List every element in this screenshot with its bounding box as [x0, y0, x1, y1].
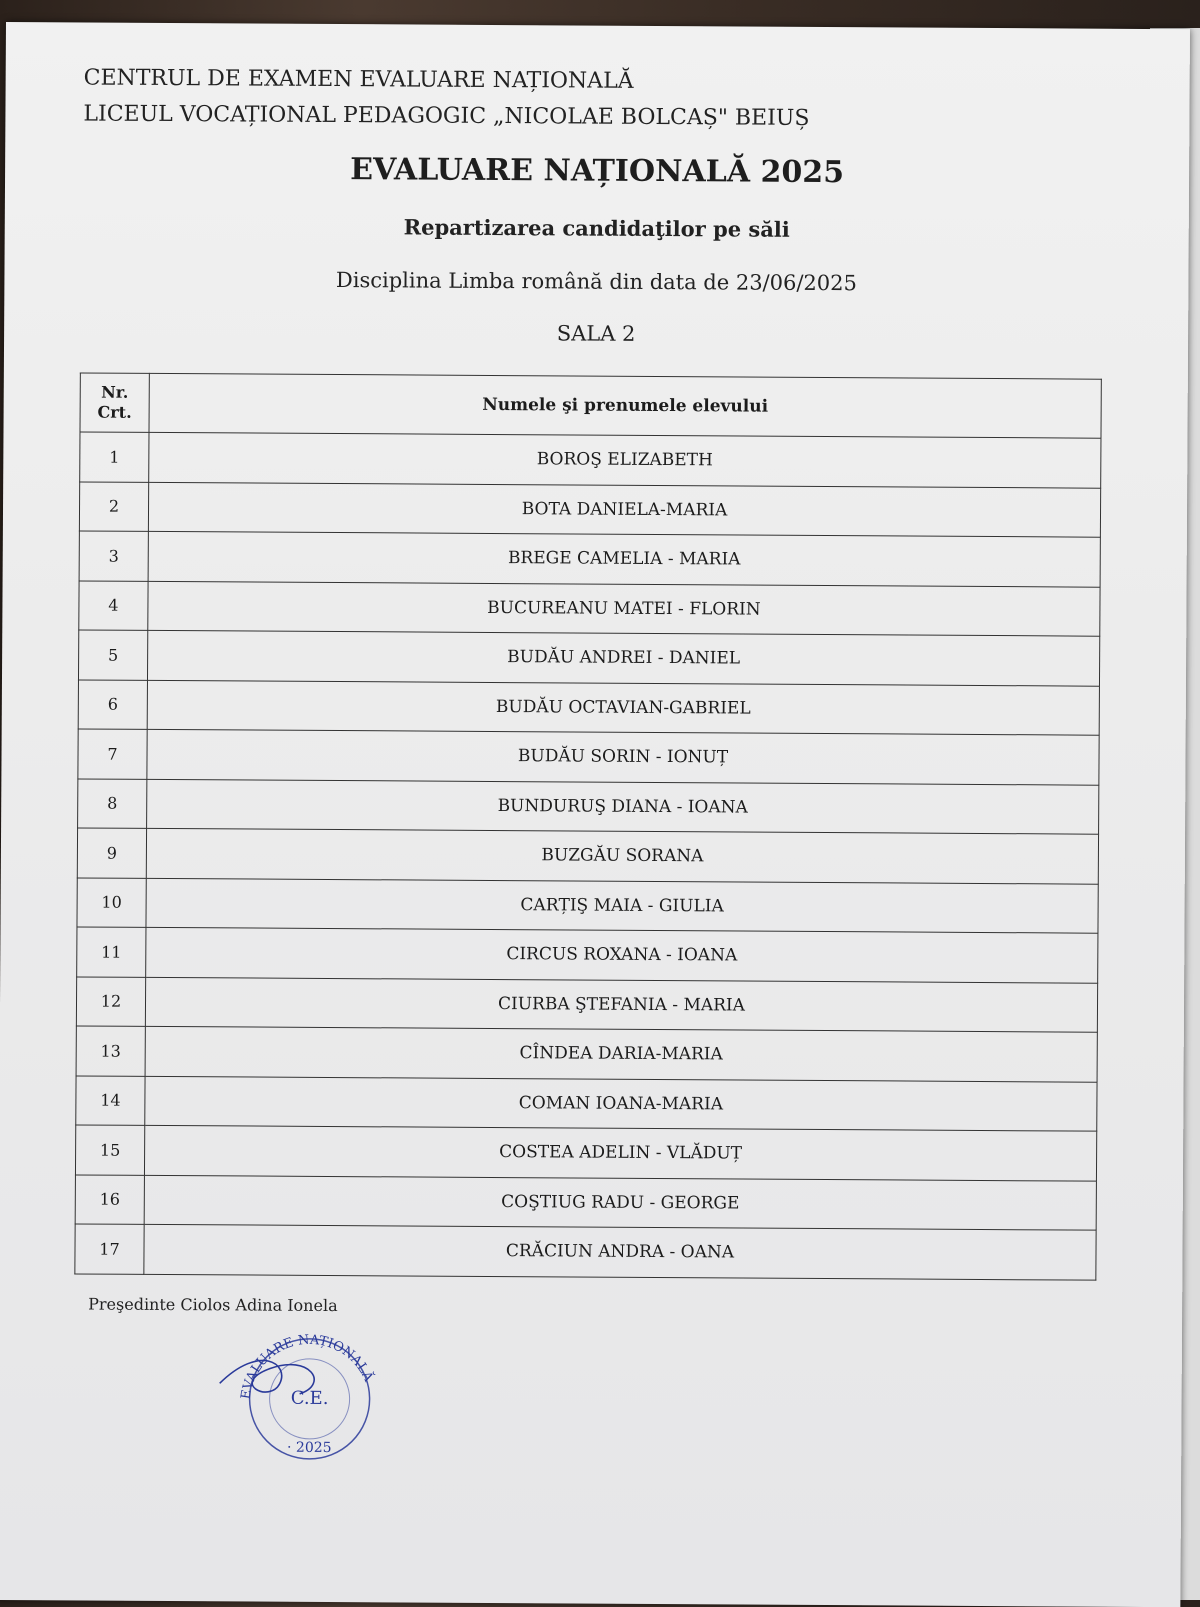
document-page [0, 22, 1190, 1607]
page-title: EVALUARE NAȚIONALĂ 2025 [350, 152, 845, 191]
stamp-ring-text: EVALUARE NAȚIONALĂ [238, 1332, 376, 1401]
table-row [76, 1026, 1097, 1082]
candidate-name: BUCUREANU MATEI - FLORIN [148, 581, 1100, 636]
candidate-name: BUNDURUŞ DIANA - IOANA [147, 779, 1099, 834]
table-row [80, 432, 1101, 488]
discipline-line: Disciplina Limba română din data de 23/06/2025 [335, 268, 857, 296]
table-row [78, 778, 1099, 834]
header-line-1: CENTRUL DE EXAMEN EVALUARE NAȚIONALĂ [83, 65, 634, 94]
candidate-name: CIRCUS ROXANA - IOANA [146, 927, 1098, 982]
candidate-name: BUZGĂU SORANA [146, 828, 1098, 883]
row-number: 8 [78, 778, 147, 828]
row-number: 6 [78, 679, 147, 729]
table-row [75, 1125, 1096, 1181]
table-row [79, 481, 1100, 537]
candidate-name: BUDĂU SORIN - IONUȚ [147, 729, 1099, 784]
row-number: 10 [77, 877, 146, 927]
column-header-nr-line2: Crt. [97, 402, 132, 422]
candidates-table [74, 372, 1101, 1280]
row-number: 3 [79, 531, 148, 581]
exam-stamp [209, 1323, 410, 1478]
stamp-graphic [209, 1323, 410, 1474]
table-row [79, 580, 1100, 636]
candidate-name: COSTEA ADELIN - VLĂDUȚ [144, 1125, 1096, 1180]
candidate-name: BOTA DANIELA-MARIA [148, 482, 1100, 537]
row-number: 7 [78, 729, 147, 779]
table-row [78, 679, 1099, 735]
candidate-name: CIURBA ŞTEFANIA - MARIA [145, 977, 1097, 1032]
row-number: 16 [75, 1174, 144, 1224]
table-row [78, 729, 1099, 785]
table-header-row [80, 373, 1101, 438]
candidate-name: CRĂCIUN ANDRA - OANA [144, 1224, 1096, 1279]
header-line-2: LICEUL VOCAȚIONAL PEDAGOGIC „NICOLAE BOLCAȘ" BEIUȘ [83, 101, 810, 131]
president-signature-line: Preşedinte Ciolos Adina Ionela [88, 1294, 338, 1316]
row-number: 15 [75, 1125, 144, 1175]
row-number: 2 [79, 481, 148, 531]
row-number: 13 [76, 1026, 145, 1076]
candidate-name: CÎNDEA DARIA-MARIA [145, 1026, 1097, 1081]
row-number: 11 [77, 927, 146, 977]
stamp-center-text: C.E. [290, 1387, 329, 1409]
table-row [75, 1174, 1096, 1230]
table-row [76, 976, 1097, 1032]
page-subtitle: Repartizarea candidaţilor pe săli [403, 214, 790, 242]
table-row [75, 1224, 1096, 1280]
exam-center-header [83, 60, 809, 136]
row-number: 1 [80, 432, 149, 482]
candidate-name: COŞTIUG RADU - GEORGE [144, 1175, 1096, 1230]
table-body [75, 432, 1101, 1280]
room-label: SALA 2 [556, 321, 636, 346]
row-number: 4 [79, 580, 148, 630]
candidate-name: BOROŞ ELIZABETH [149, 432, 1101, 487]
table-row [77, 828, 1098, 884]
row-number: 14 [76, 1075, 145, 1125]
candidate-name: BUDĂU ANDREI - DANIEL [147, 630, 1099, 685]
table-row [78, 630, 1099, 686]
table-row [79, 531, 1100, 587]
stamp-year: · 2025 [286, 1439, 332, 1457]
table-row [77, 877, 1098, 933]
row-number: 9 [77, 828, 146, 878]
column-header-nr [80, 373, 149, 432]
candidate-name: BREGE CAMELIA - MARIA [148, 531, 1100, 586]
row-number: 17 [75, 1224, 144, 1274]
row-number: 12 [76, 976, 145, 1026]
candidate-name: CARȚIŞ MAIA - GIULIA [146, 878, 1098, 933]
table-row [77, 927, 1098, 983]
candidate-name: COMAN IOANA-MARIA [145, 1076, 1097, 1131]
column-header-nr-line1: Nr. [101, 382, 129, 402]
candidate-name: BUDĂU OCTAVIAN-GABRIEL [147, 680, 1099, 735]
row-number: 5 [78, 630, 147, 680]
table-row [76, 1075, 1097, 1131]
column-header-name: Numele şi prenumele elevului [149, 373, 1101, 438]
